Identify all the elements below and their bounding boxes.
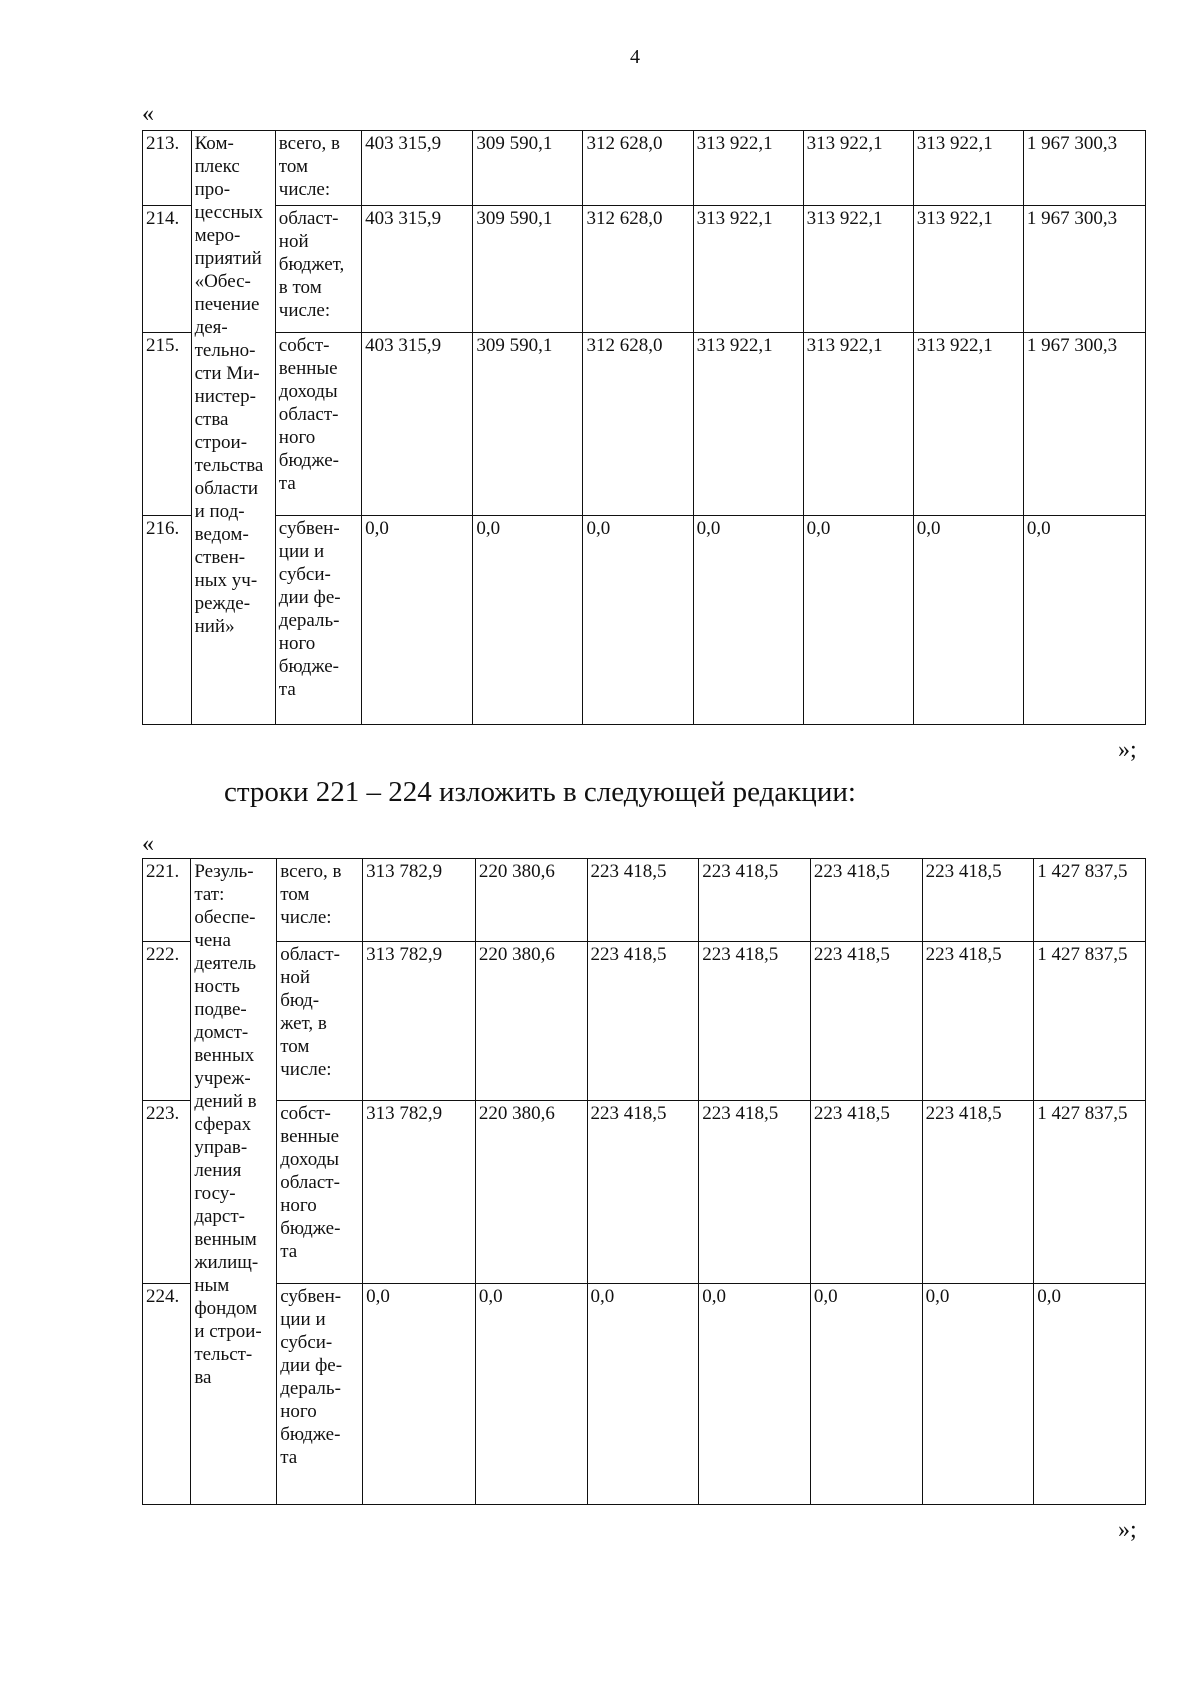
funding-source: област- ной бюд- жет, в том числе: — [277, 942, 363, 1101]
budget-table-rows-221-224 — [142, 858, 1146, 1505]
year-value-cell: 313 922,1 — [693, 206, 803, 333]
year-value-cell: 0,0 — [693, 516, 803, 725]
year-value-cell: 403 315,9 — [362, 206, 473, 333]
budget-table-rows-213-216 — [142, 130, 1146, 725]
year-value-cell: 313 922,1 — [913, 206, 1023, 333]
page-number: 4 — [630, 46, 640, 68]
opening-quote: « — [142, 101, 154, 127]
year-value-cell: 223 418,5 — [922, 859, 1034, 942]
row-number: 222. — [143, 942, 191, 1101]
program-description: Резуль- тат: обеспе- чена деятель ность подве- домст- венных учреж- дений в сферах управ- ления госу- дарст- венным жилищ- ным фондом и строи- тельст- ва — [191, 859, 277, 1505]
amendment-instruction: строки 221 – 224 изложить в следующей редакции: — [224, 776, 856, 808]
year-value-cell: 313 922,1 — [693, 333, 803, 516]
year-value-cell: 220 380,6 — [475, 942, 587, 1101]
closing-quote: »; — [1118, 737, 1137, 763]
funding-source: всего, в том числе: — [275, 131, 361, 206]
year-value-cell: 403 315,9 — [362, 131, 473, 206]
year-value-cell: 313 922,1 — [913, 131, 1023, 206]
row-number: 215. — [143, 333, 192, 516]
row-number: 213. — [143, 131, 192, 206]
row-number: 214. — [143, 206, 192, 333]
year-value-cell: 312 628,0 — [583, 131, 693, 206]
year-value-cell: 223 418,5 — [587, 859, 699, 942]
row-number: 224. — [143, 1284, 191, 1505]
year-value-cell: 223 418,5 — [587, 1101, 699, 1284]
year-value-cell: 0,0 — [922, 1284, 1034, 1505]
closing-quote: »; — [1118, 1517, 1137, 1543]
table-row — [143, 1284, 1146, 1505]
year-value-cell: 312 628,0 — [583, 206, 693, 333]
year-value-cell: 223 418,5 — [699, 942, 811, 1101]
year-value-cell: 0,0 — [583, 516, 693, 725]
year-value-cell: 403 315,9 — [362, 333, 473, 516]
total-value-cell: 1 967 300,3 — [1023, 206, 1145, 333]
total-value-cell: 0,0 — [1023, 516, 1145, 725]
year-value-cell: 313 922,1 — [693, 131, 803, 206]
year-value-cell: 309 590,1 — [473, 333, 583, 516]
year-value-cell: 223 418,5 — [587, 942, 699, 1101]
year-value-cell: 309 590,1 — [473, 131, 583, 206]
table-row — [143, 516, 1146, 725]
row-number: 216. — [143, 516, 192, 725]
year-value-cell: 0,0 — [363, 1284, 476, 1505]
year-value-cell: 220 380,6 — [475, 859, 587, 942]
year-value-cell: 0,0 — [810, 1284, 922, 1505]
table-row — [143, 942, 1146, 1101]
row-number: 223. — [143, 1101, 191, 1284]
funding-source: субвен- ции и субси- дии фе- дераль- ного бюдже- та — [275, 516, 361, 725]
funding-source: собст- венные доходы област- ного бюдже- та — [275, 333, 361, 516]
year-value-cell: 0,0 — [362, 516, 473, 725]
year-value-cell: 313 782,9 — [363, 942, 476, 1101]
year-value-cell: 223 418,5 — [922, 1101, 1034, 1284]
table-row — [143, 131, 1146, 206]
year-value-cell: 313 922,1 — [803, 131, 913, 206]
table-row — [143, 333, 1146, 516]
year-value-cell: 223 418,5 — [810, 859, 922, 942]
total-value-cell: 1 427 837,5 — [1034, 859, 1146, 942]
year-value-cell: 313 782,9 — [363, 859, 476, 942]
year-value-cell: 0,0 — [473, 516, 583, 725]
row-number: 221. — [143, 859, 191, 942]
program-description: Ком- плекс про- цессных меро- приятий «Обес- печение дея- тельно- сти Ми- нистер- ства строи- тельства области и под- ведом- ствен- ных уч- режде- ний» — [191, 131, 275, 725]
table-row — [143, 206, 1146, 333]
opening-quote: « — [142, 831, 154, 857]
funding-source: всего, в том числе: — [277, 859, 363, 942]
year-value-cell: 313 922,1 — [803, 333, 913, 516]
year-value-cell: 223 418,5 — [699, 859, 811, 942]
total-value-cell: 1 967 300,3 — [1023, 131, 1145, 206]
year-value-cell: 313 922,1 — [803, 206, 913, 333]
funding-source: област- ной бюджет, в том числе: — [275, 206, 361, 333]
year-value-cell: 223 418,5 — [699, 1101, 811, 1284]
table-row — [143, 859, 1146, 942]
year-value-cell: 312 628,0 — [583, 333, 693, 516]
year-value-cell: 309 590,1 — [473, 206, 583, 333]
funding-source: собст- венные доходы област- ного бюдже- та — [277, 1101, 363, 1284]
year-value-cell: 0,0 — [475, 1284, 587, 1505]
year-value-cell: 0,0 — [587, 1284, 699, 1505]
total-value-cell: 1 427 837,5 — [1034, 1101, 1146, 1284]
table-row — [143, 1101, 1146, 1284]
year-value-cell: 313 922,1 — [913, 333, 1023, 516]
year-value-cell: 0,0 — [699, 1284, 811, 1505]
year-value-cell: 220 380,6 — [475, 1101, 587, 1284]
year-value-cell: 313 782,9 — [363, 1101, 476, 1284]
total-value-cell: 0,0 — [1034, 1284, 1146, 1505]
year-value-cell: 223 418,5 — [810, 1101, 922, 1284]
year-value-cell: 223 418,5 — [922, 942, 1034, 1101]
year-value-cell: 223 418,5 — [810, 942, 922, 1101]
funding-source: субвен- ции и субси- дии фе- дераль- ного бюдже- та — [277, 1284, 363, 1505]
year-value-cell: 0,0 — [913, 516, 1023, 725]
year-value-cell: 0,0 — [803, 516, 913, 725]
total-value-cell: 1 427 837,5 — [1034, 942, 1146, 1101]
total-value-cell: 1 967 300,3 — [1023, 333, 1145, 516]
